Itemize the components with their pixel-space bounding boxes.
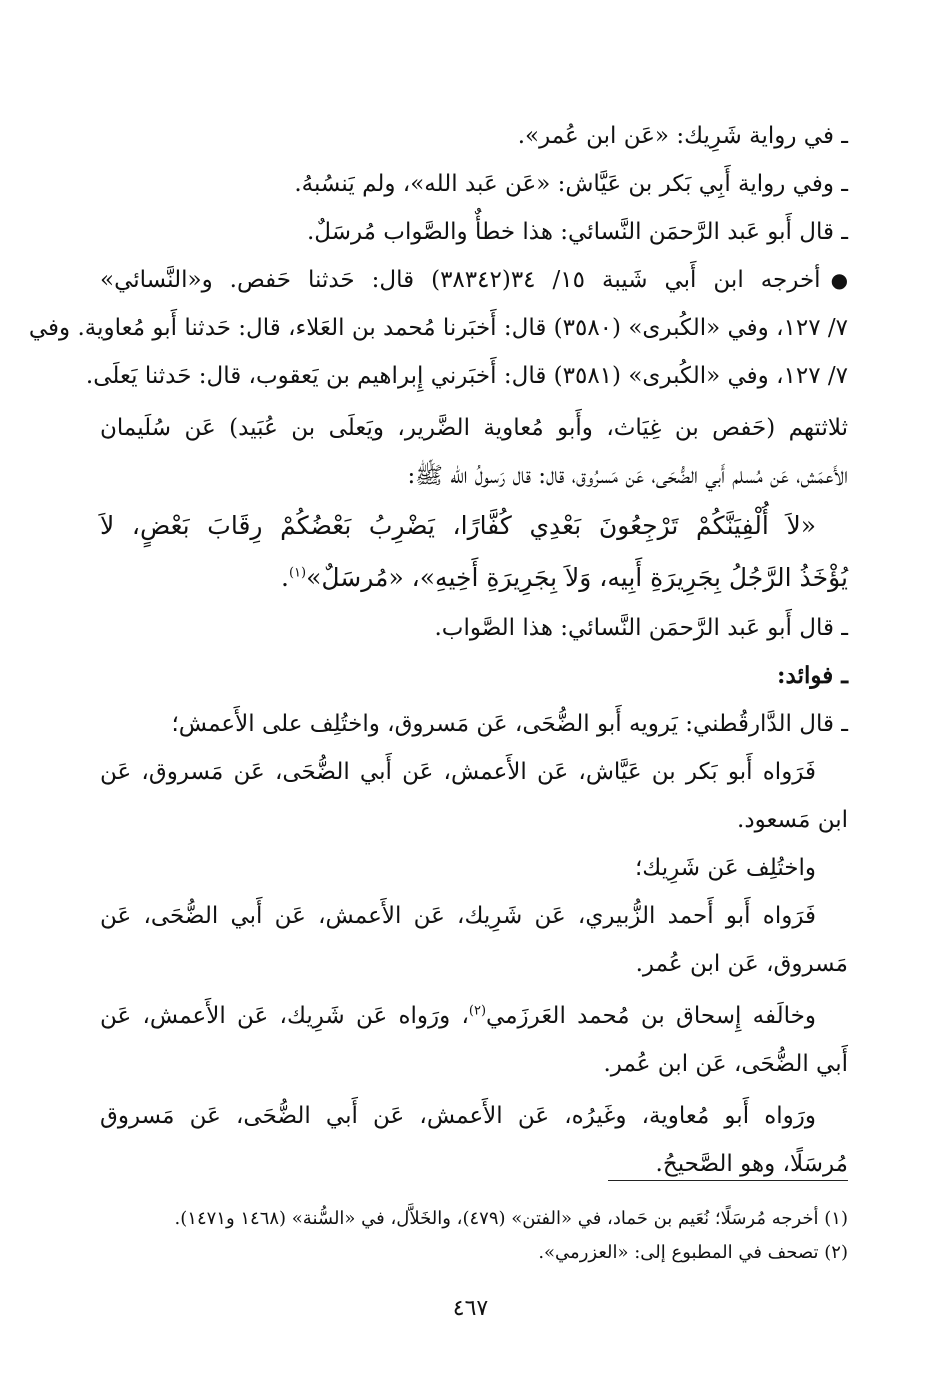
text-line: ٧/ ١٢٧، وفي «الكُبرى» (٣٥٨٠) قال: أَخبَرنا مُحمد بن العَلاء، قال: حَدثنا أَبو مُعاوية. وفي	[28, 315, 848, 341]
page-number: ٤٦٧	[452, 1296, 489, 1321]
footnote-1: (١) أخرجه مُرسَلًا؛ نُعَيم بن حَماد، في «الفتن» (٤٧٩)، والخَلاَّل، في «السُّنة» (١٤٦٨ و١٤٧١).	[174, 1208, 848, 1229]
text-line: فَرَواه أَبو أَحمد الزُّبيري، عَن شَرِيك، عَن الأَعمش، عَن أَبي الضُّحَى، عَن	[100, 903, 816, 929]
text-line: فَرَواه أَبو بَكر بن عَيَّاش، عَن الأَعمش، عَن أَبي الضُّحَى، عَن مَسروق، عَن	[100, 759, 816, 785]
text-line: ـ وفي رواية أَبِي بَكر بن عَيَّاش: «عَن عَبد الله»، ولم يَنسُبهُ.	[294, 171, 848, 197]
footnote-2: (٢) تصحف في المطبوع إلى: «العزرمي».	[538, 1242, 848, 1263]
text-line: ـ قال الدَّارقُطني: يَرويه أَبو الضُّحَى، عَن مَسروق، واختُلِف على الأَعمش؛	[171, 711, 848, 737]
footnotes	[96, 1202, 848, 1270]
hadith-text: «لاَ أُلْفِيَنَّكُمْ تَرْجِعُونَ بَعْدِي كُفَّارًا، يَضْرِبُ بَعْضُكُمْ رِقَابَ بَعْضٍ، لاَ	[100, 511, 816, 540]
text-line: ـ في رواية شَرِيك: «عَن ابن عُمر».	[517, 123, 848, 149]
text-line: الأَعمَش، عَن مُسلم أَبي الضُّحَى، عَن مَسرُوق، قال: قال رَسولُ الله ﷺ:	[407, 463, 848, 489]
page-body	[28, 112, 849, 1188]
text-line: ابن مَسعود.	[737, 807, 848, 833]
text-line: ، ورَواه عَن شَرِيك، عَن الأَعمش، عَن	[100, 1003, 469, 1029]
text-line: أَبي الضُّحَى، عَن ابن عُمر.	[603, 1051, 848, 1077]
footnote-divider	[608, 1180, 848, 1181]
text-line: واختُلِف عَن شَرِيك؛	[635, 855, 816, 881]
text-line: مُرسَلًا، وهو الصَّحيحُ.	[655, 1151, 848, 1177]
text-line: مَسروق، عَن ابن عُمر.	[635, 951, 848, 977]
text-line: ثلاثتهم (حَفص بن غِيَاث، وأَبو مُعاوية الضَّرير، ويَعلَى بن عُبَيد) عَن سُلَيمان	[100, 415, 848, 441]
takhrij-line	[100, 256, 848, 304]
hadith-text-end: يُؤْخَذُ الرَّجُلُ بِجَرِيرَةِ أَبِيه، وَلاَ بِجَرِيرَةِ أَخِيهِ»، «مُرسَلٌ»$^{(١)}$.	[280, 563, 848, 592]
text-line: ـ قال أَبو عَبد الرَّحمَن النَّسائي: هذا خطأٌ والصَّواب مُرسَلٌ.	[306, 219, 848, 245]
footnote-ref-1: (١)	[288, 565, 307, 581]
text-line: ورَواه أَبو مُعاوية، وغَيرُه، عَن الأَعمش، عَن أَبي الضُّحَى، عَن مَسروق	[100, 1103, 816, 1129]
footnote-ref-2: (٢)	[468, 1003, 487, 1019]
text-line: ٧/ ١٢٧، وفي «الكُبرى» (٣٥٨١) قال: أَخبَرني إِبراهيم بن يَعقوب، قال: حَدثنا يَعلَى.	[85, 363, 848, 389]
bullet-icon: ●	[830, 268, 849, 292]
text-line: أخرجه ابن أَبي شَيبة ١٥/ ٣٤(٣٨٣٤٢) قال: حَدثنا حَفص. و«النَّسائي»	[100, 267, 821, 293]
hadith-text: يُؤْخَذُ الرَّجُلُ بِجَرِيرَةِ أَبِيه، وَلاَ بِجَرِيرَةِ أَخِيهِ»، «مُرسَلٌ»	[306, 563, 848, 592]
section-heading: ـ فوائد:	[777, 662, 848, 689]
text-line: ـ قال أَبو عَبد الرَّحمَن النَّسائي: هذا الصَّواب.	[434, 615, 848, 641]
text-line: وخالَفه إِسحاق بن مُحمد العَرزَمي	[486, 1003, 816, 1029]
text-line-with-note	[100, 992, 848, 1040]
